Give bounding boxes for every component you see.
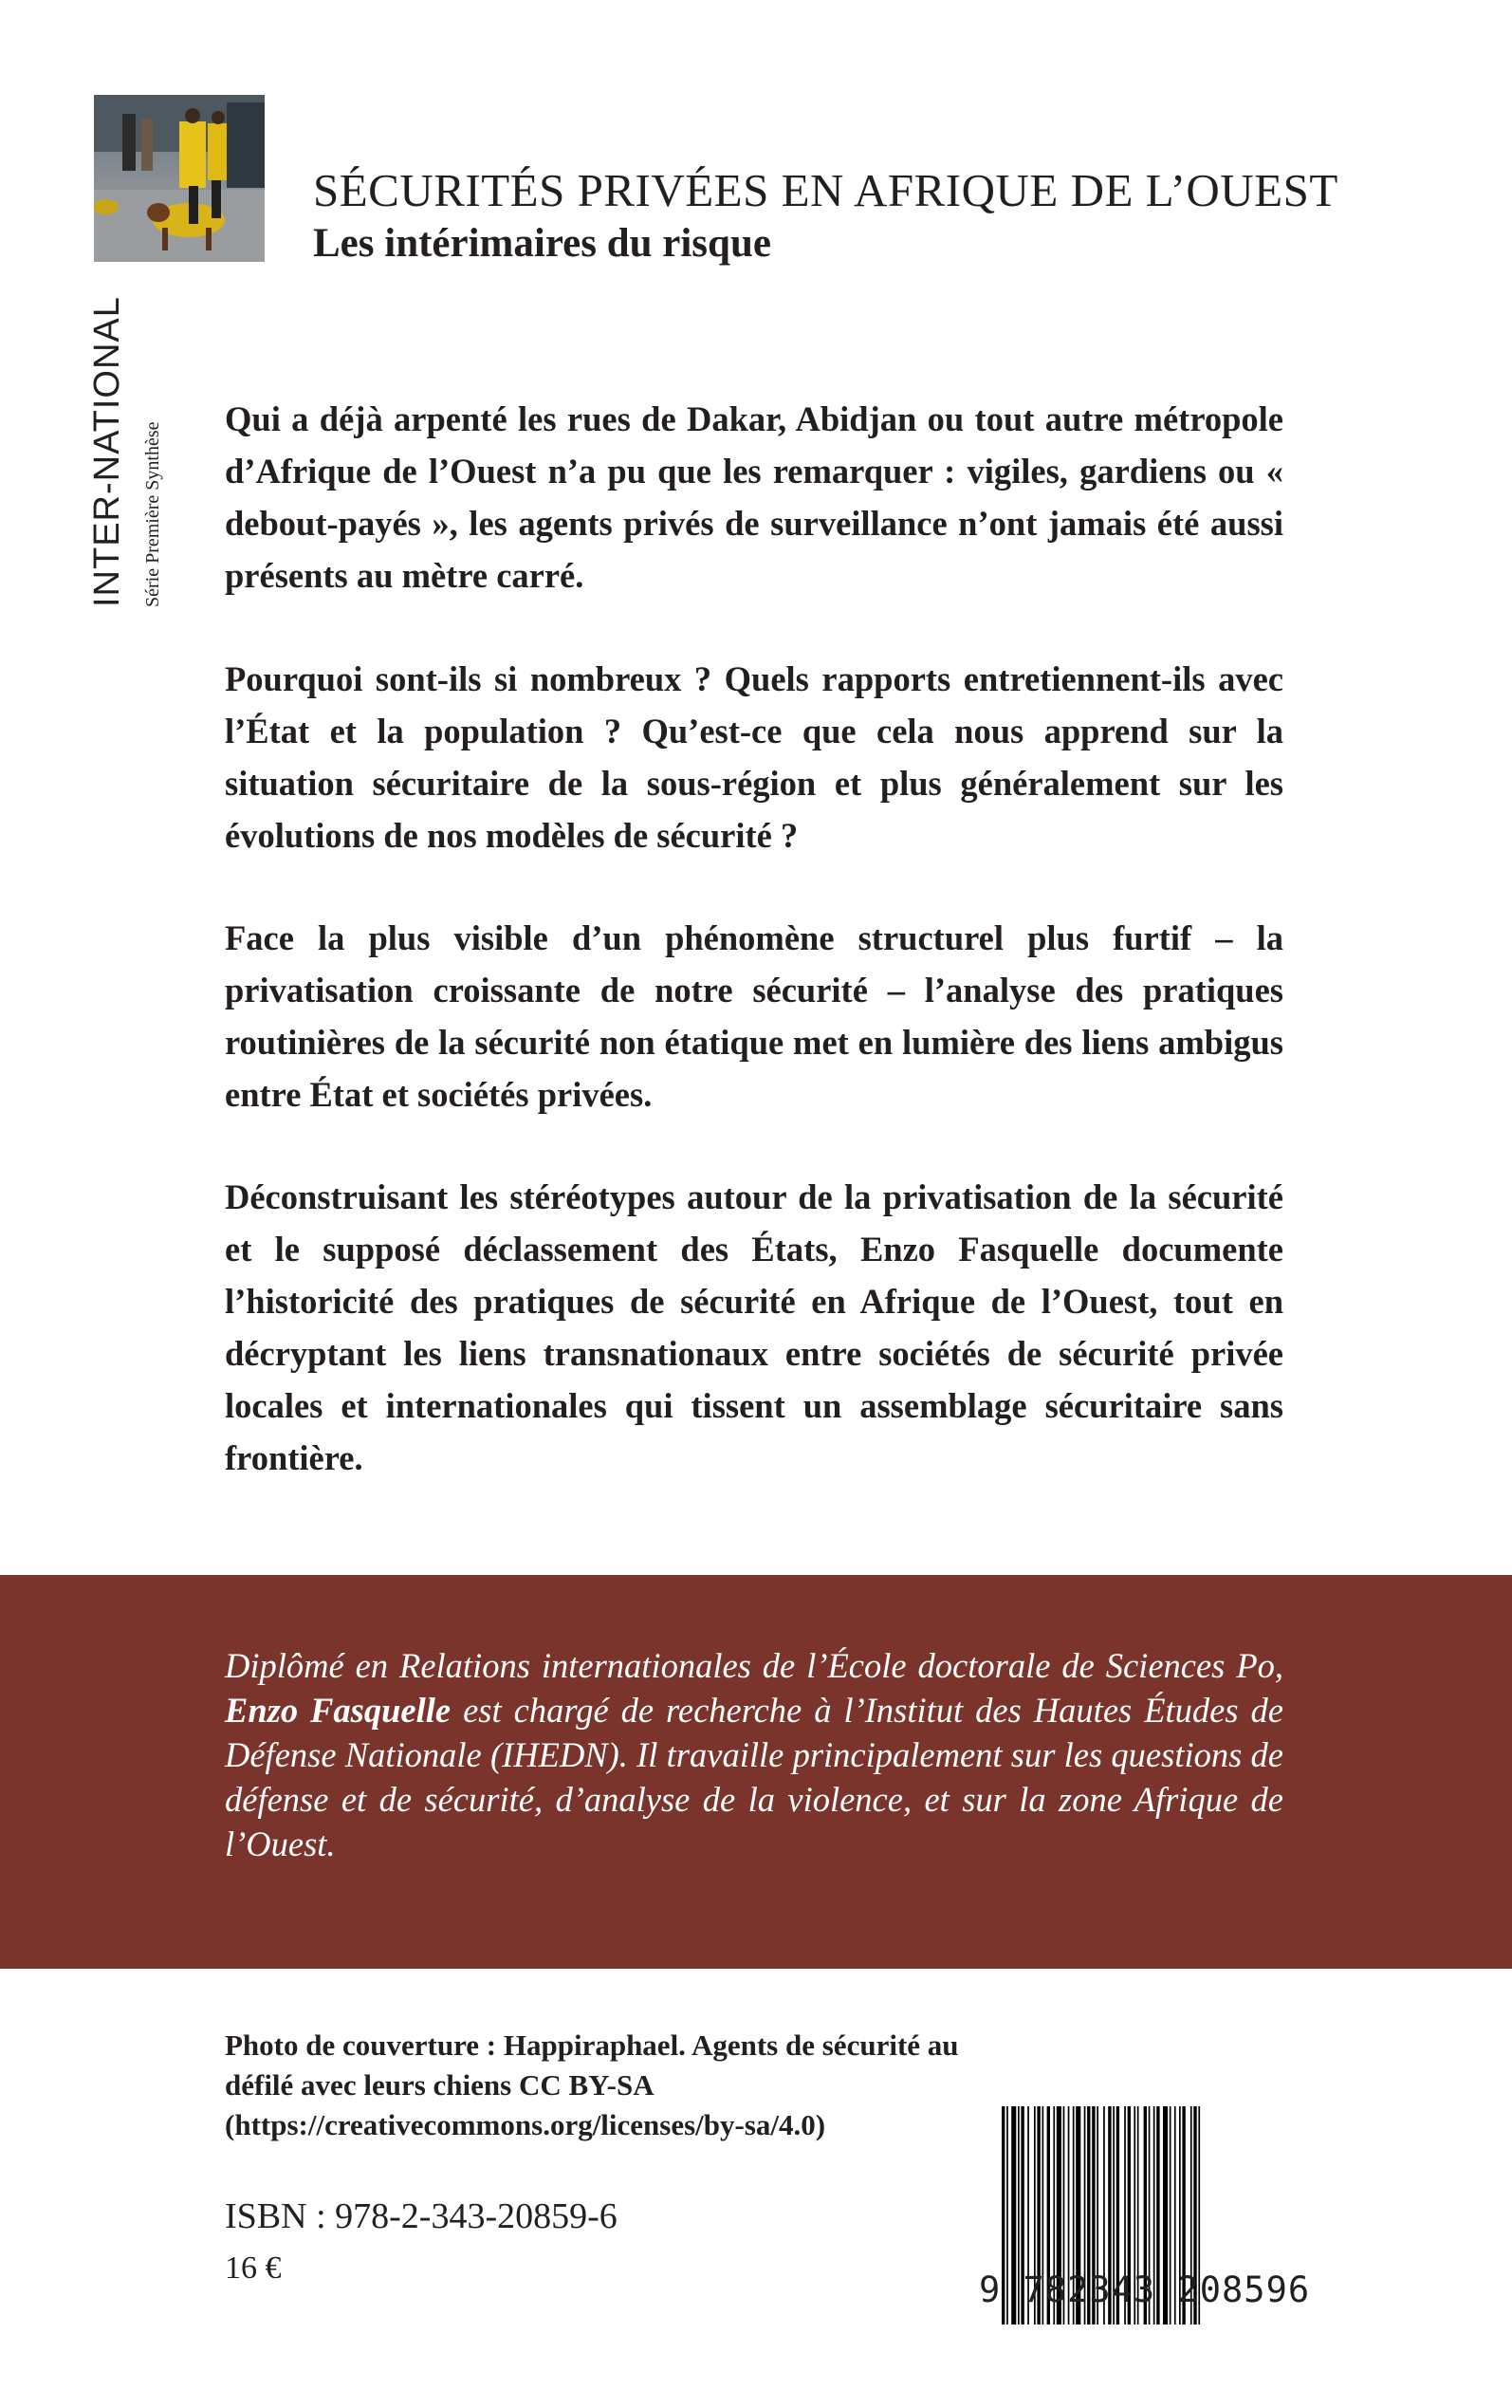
paragraph-text: Face la plus visible d’un phénomène structurel plus furtif – la privatisation croissante de notre sécurité – l’analyse des pratiques routinières de la sécurité non étatique met en lumière des liens ambigus entre État et sociétés privées. [225,918,1283,1114]
bio-text-start: Diplômé en Relations internationales de l’École doctorale de Sciences Po, [225,1646,1283,1685]
series-subtitle: Série Première Synthèse [142,421,163,607]
cover-photo-thumbnail [94,95,265,262]
blurb-paragraph-1 [225,393,1283,602]
price: 16 € [225,2251,282,2286]
author-bio [225,1643,1283,1866]
book-title: SÉCURITÉS PRIVÉES EN AFRIQUE DE L’OUEST [313,164,1338,216]
paragraph-text: Déconstruisant les stéréotypes autour de la privatisation de la sécurité et le supposé déclassement des États, Enzo Fasquelle documente l’historicité des pratiques de sécurité en Afrique de l’Ouest, tout en décryptant les liens transnationaux entre sociétés de sécurité privée locales et internationales qui tissent un assemblage sécuritaire sans frontière. [225,1177,1283,1477]
author-name: Enzo Fasquelle [225,1691,452,1730]
blurb-paragraph-2 [225,653,1283,861]
blurb-paragraph-3 [225,912,1283,1121]
paragraph-text: Qui a déjà arpenté les rues de Dakar, Abidjan ou tout autre métropole d’Afrique de l’Ouest n’a pu que les remarquer : vigiles, gardiens ou « debout-payés », les agents privés de surveillance n’ont jamais été aussi présents au mètre carré. [225,399,1283,595]
paragraph-text: Pourquoi sont-ils si nombreux ? Quels rapports entretiennent-ils avec l’État et la population ? Qu’est-ce que cela nous apprend sur la situation sécuritaire de la sous-région et plus généralement sur les évolutions de nos modèles de sécurité ? [225,659,1283,855]
isbn: ISBN : 978-2-343-20859-6 [225,2196,618,2236]
photo-credit: Photo de couverture : Happiraphael. Agents de sécurité au défilé avec leurs chiens CC BY-SA (https://creativecommons.org/licenses/by-sa/4.0) [225,2028,959,2141]
barcode-digits: 9 782343 208596 [979,2269,1311,2310]
series-name: INTER-NATIONAL [87,296,127,607]
blurb-paragraph-4 [225,1171,1283,1484]
bio-text-end: est chargé de recherche à l’Institut des Hautes Études de Défense Nationale (IHEDN). Il travaille principalement sur les questions de défense et de sécurité, d’analyse de la violence, et sur la zone Afrique de l’Ouest. [225,1691,1283,1863]
book-subtitle: Les intérimaires du risque [313,221,771,266]
